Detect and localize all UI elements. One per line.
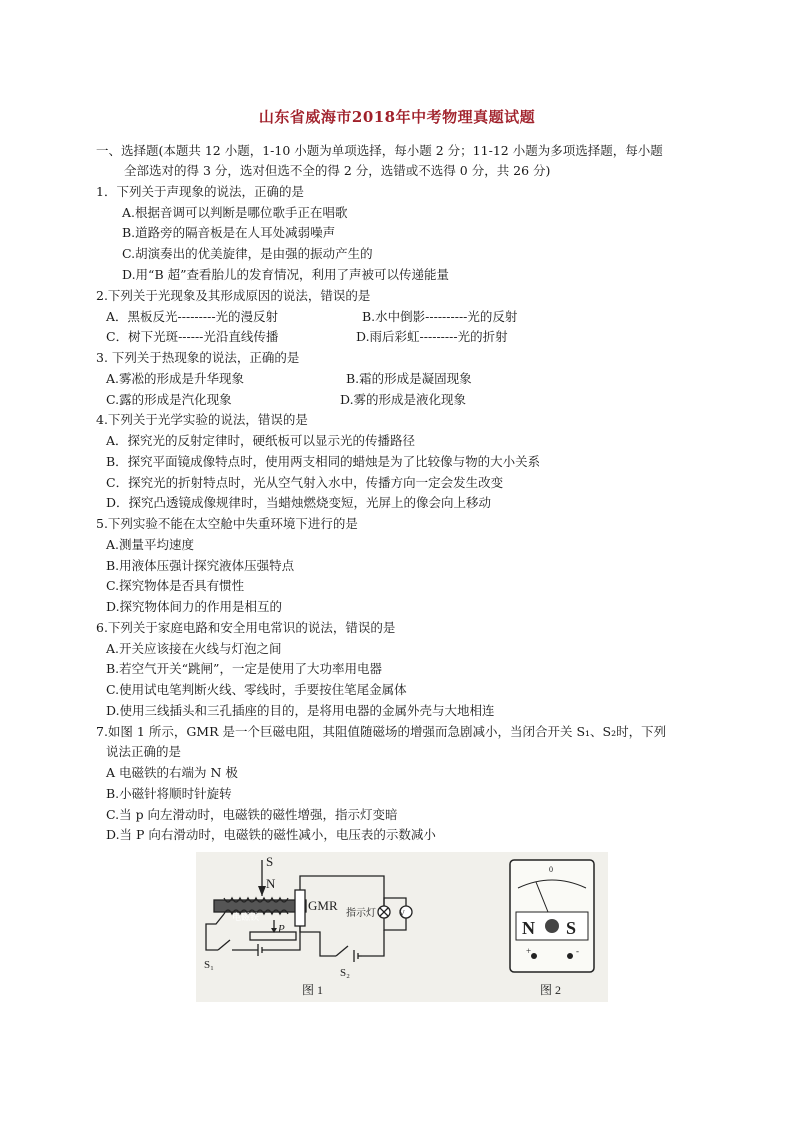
question-3-option-b: B.霜的形成是凝固现象 <box>346 371 472 386</box>
label-lamp: 指示灯 <box>346 908 376 919</box>
figure-2-caption: 图 2 <box>540 983 562 997</box>
compass-needle-tip <box>258 886 266 896</box>
question-3-stem: 3. 下列关于热现象的说法，正确的是 <box>96 350 300 365</box>
question-1-option-c: C.胡演奏出的优美旋律，是由强的振动产生的 <box>122 246 373 261</box>
question-3-option-a: A.雾凇的形成是升华现象 <box>106 371 245 386</box>
question-7-option-a: A 电磁铁的右端为 N 极 <box>106 765 238 780</box>
label-n: N <box>266 876 276 891</box>
question-2-stem: 2.下列关于光现象及其形成原因的说法，错误的是 <box>96 288 371 303</box>
question-2-option-a: A．黑板反光---------光的漫反射 <box>106 309 279 324</box>
question-1-option-b: B.道路旁的隔音板是在人耳处减弱噪声 <box>122 225 336 240</box>
question-4-option-c: C．探究光的折射特点时，光从空气射入水中，传播方向一定会发生改变 <box>106 475 504 490</box>
meter-pivot <box>545 919 559 933</box>
gmr-resistor <box>295 890 305 926</box>
question-3-option-d: D.雾的形成是液化现象 <box>340 392 467 407</box>
label-s: S <box>266 854 274 869</box>
question-5-option-d: D.探究物体间力的作用是相互的 <box>106 599 283 614</box>
question-4-option-b: B．探究平面镜成像特点时，使用两支相同的蜡烛是为了比较像与物的大小关系 <box>106 454 541 469</box>
section-heading-cont: 全部选对的得 3 分，选对但选不全的得 2 分，选错或不选得 0 分，共 26 分) <box>124 163 551 178</box>
question-1-stem: 1．下列关于声现象的说法，正确的是 <box>96 184 304 199</box>
question-5-option-b: B.用液体压强计探究液体压强特点 <box>106 558 295 573</box>
question-6-option-b: B.若空气开关“跳闸”，一定是使用了大功率用电器 <box>106 661 382 676</box>
label-s2: S₂ <box>340 967 350 979</box>
switch-1 <box>218 940 230 950</box>
question-7-stem: 7.如图 1 所示，GMR 是一个巨磁电阻，其阻值随磁场的增强而急剧减小，当闭合开关 S₁、S₂时，下列 <box>96 724 667 739</box>
question-6-option-d: D.使用三线插头和三孔插座的目的，是将用电器的金属外壳与大地相连 <box>106 703 495 718</box>
question-7-stem-cont: 说法正确的是 <box>106 744 182 759</box>
pole-n: N <box>522 918 535 938</box>
rheostat <box>250 932 296 940</box>
question-7-option-b: B.小磁针将顺时针旋转 <box>106 786 232 801</box>
label-electromagnet: 电磁铁 <box>232 912 260 922</box>
label-gmr: GMR <box>308 898 338 913</box>
question-4-option-d: D．探究凸透镜成像规律时，当蜡烛燃烧变短，光屏上的像会向上移动 <box>106 495 492 510</box>
label-p: P <box>278 923 285 935</box>
question-2-option-b: B.水中倒影----------光的反射 <box>362 309 518 324</box>
figures-svg <box>196 852 608 1002</box>
figure-panel <box>196 852 608 1002</box>
question-6-option-c: C.使用试电笔判断火线、零线时，手要按住笔尾金属体 <box>106 682 407 697</box>
question-7-option-d: D.当 P 向右滑动时，电磁铁的磁性减小，电压表的示数减小 <box>106 827 436 842</box>
section-heading: 一、选择题(本题共 12 小题，1-10 小题为单项选择，每小题 2 分；11-12 小题为多项选择题，每小题 <box>96 143 663 158</box>
question-5-stem: 5.下列实验不能在太空舱中失重环境下进行的是 <box>96 516 358 531</box>
question-2-option-d: D.雨后彩虹---------光的折射 <box>356 329 508 344</box>
question-3-option-c: C.露的形成是汽化现象 <box>106 392 232 407</box>
page-title: 山东省威海市2018年中考物理真题试题 <box>258 108 536 126</box>
question-6-stem: 6.下列关于家庭电路和安全用电常识的说法，错误的是 <box>96 620 396 635</box>
question-4-option-a: A．探究光的反射定律时，硬纸板可以显示光的传播路径 <box>106 433 416 448</box>
figure-1-caption: 图 1 <box>302 983 324 997</box>
pole-s: S <box>566 918 577 938</box>
terminal-plus: + <box>526 946 532 956</box>
question-4-stem: 4.下列关于光学实验的说法，错误的是 <box>96 412 308 427</box>
question-2-option-c: C．树下光斑------光沿直线传播 <box>106 329 279 344</box>
figure-2-meter <box>510 860 594 972</box>
question-1-option-a: A.根据音调可以判断是哪位歌手正在唱歌 <box>122 205 348 220</box>
question-5-option-c: C.探究物体是否具有惯性 <box>106 578 245 593</box>
question-6-option-a: A.开关应该接在火线与灯泡之间 <box>106 641 282 656</box>
label-v: V <box>399 909 405 918</box>
question-1-option-d: D.用“B 超”查看胎儿的发育情况，利用了声被可以传递能量 <box>122 267 449 282</box>
switch-2 <box>336 946 348 956</box>
question-7-option-c: C.当 p 向左滑动时，电磁铁的磁性增强，指示灯变暗 <box>106 807 398 822</box>
label-s1: S₁ <box>204 959 214 971</box>
terminal-minus: - <box>576 946 579 956</box>
meter-zero: 0 <box>549 865 553 874</box>
question-5-option-a: A.测量平均速度 <box>106 537 195 552</box>
